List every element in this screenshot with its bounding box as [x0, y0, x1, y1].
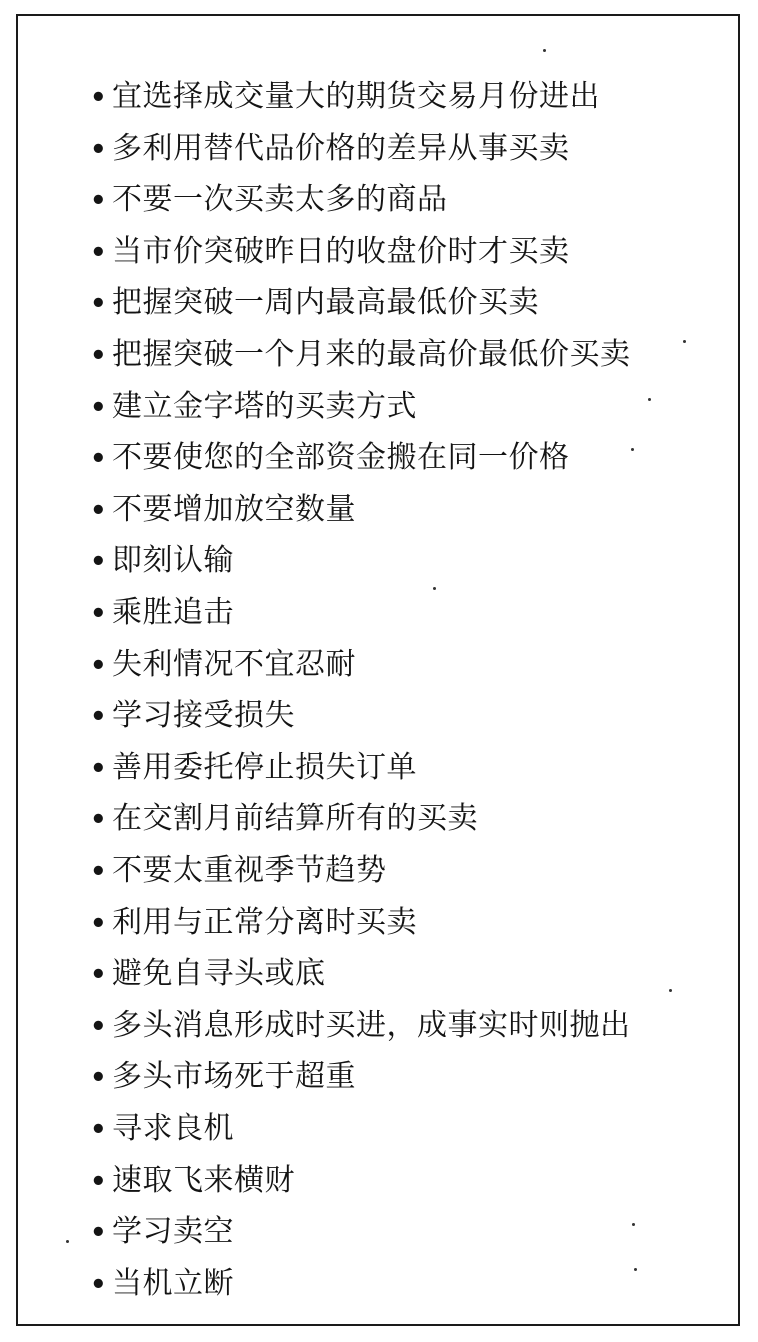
- rule-item: [90, 76, 600, 118]
- rule-item: [90, 644, 356, 686]
- rule-item: [90, 850, 387, 892]
- scan-speck: [631, 448, 634, 451]
- rule-text: 多头消息形成时买进，成事实时则抛出: [112, 1007, 631, 1043]
- rule-item: [90, 592, 234, 634]
- rule-item: [90, 1160, 295, 1202]
- rule-item: [90, 437, 570, 479]
- bullet-icon: •: [90, 1166, 108, 1197]
- bullet-icon: •: [90, 908, 108, 939]
- rule-text: 多头市场死于超重: [112, 1059, 356, 1095]
- bullet-icon: •: [90, 599, 108, 629]
- rule-text: 不要增加放空数量: [112, 491, 356, 527]
- bullet-icon: •: [90, 237, 108, 268]
- rule-text: 把握突破一个月来的最高价最低价买卖: [112, 337, 631, 372]
- bullet-icon: •: [90, 702, 108, 733]
- scan-speck: [632, 1223, 635, 1226]
- scan-speck: [433, 587, 436, 590]
- rule-item: [90, 489, 356, 531]
- scan-speck: [669, 989, 672, 992]
- rule-item: [90, 282, 539, 324]
- document-border: [16, 14, 740, 1326]
- rule-text: 失利情况不宜忍耐: [112, 646, 356, 682]
- scan-speck: [648, 398, 651, 401]
- bullet-icon: •: [90, 1269, 108, 1300]
- bullet-icon: •: [90, 547, 108, 578]
- bullet-icon: •: [90, 857, 108, 887]
- scan-speck: [683, 340, 686, 343]
- bullet-icon: •: [90, 960, 108, 991]
- rule-item: [90, 1005, 631, 1047]
- rule-text: 把握突破一周内最高最低价买卖: [112, 285, 539, 321]
- bullet-icon: •: [90, 186, 108, 217]
- rule-text: 当市价突破昨日的收盘价时才买卖: [112, 233, 570, 269]
- bullet-icon: •: [90, 1218, 108, 1249]
- rule-text: 善用委托停止损失订单: [112, 749, 417, 785]
- bullet-icon: •: [90, 134, 108, 165]
- rule-text: 避免自寻头或底: [112, 956, 326, 992]
- rule-item: [90, 540, 234, 582]
- rule-text: 在交割月前结算所有的买卖: [112, 801, 478, 837]
- rule-item: [90, 1211, 234, 1253]
- rule-item: [90, 695, 295, 737]
- rule-item: [90, 179, 448, 221]
- rule-item: [90, 128, 570, 170]
- rule-text: 即刻认输: [112, 543, 234, 579]
- rule-text: 学习接受损失: [112, 698, 295, 734]
- scan-speck: [66, 1240, 69, 1243]
- rule-text: 多利用替代品价格的差异从事买卖: [112, 130, 570, 166]
- rule-item: [90, 747, 417, 789]
- bullet-icon: •: [90, 650, 108, 681]
- rule-item: [90, 798, 478, 840]
- bullet-icon: •: [90, 1063, 108, 1094]
- bullet-icon: •: [90, 341, 108, 371]
- rule-text: 不要太重视季节趋势: [112, 853, 387, 888]
- rule-item: [90, 386, 417, 428]
- rule-item: [90, 902, 417, 944]
- scan-speck: [543, 49, 546, 52]
- scan-speck: [634, 1268, 637, 1271]
- rule-item: [90, 1056, 356, 1098]
- bullet-icon: •: [90, 444, 108, 475]
- rule-text: 寻求良机: [112, 1111, 234, 1146]
- rule-item: [90, 953, 326, 995]
- rule-text: 不要一次买卖太多的商品: [112, 182, 448, 218]
- rule-text: 不要使您的全部资金搬在同一价格: [112, 440, 570, 476]
- bullet-icon: •: [90, 1115, 108, 1145]
- rule-item: [90, 334, 631, 376]
- bullet-icon: •: [90, 83, 108, 113]
- bullet-icon: •: [90, 495, 108, 526]
- rule-text: 利用与正常分离时买卖: [112, 904, 417, 940]
- rule-text: 乘胜追击: [112, 595, 234, 630]
- rule-text: 当机立断: [112, 1265, 234, 1301]
- bullet-icon: •: [90, 1011, 108, 1042]
- rule-text: 建立金字塔的买卖方式: [112, 388, 417, 424]
- bullet-icon: •: [90, 753, 108, 784]
- rule-item: [90, 231, 570, 273]
- rule-text: 宜选择成交量大的期货交易月份进出: [112, 79, 600, 114]
- bullet-icon: •: [90, 392, 108, 423]
- rule-text: 速取飞来横财: [112, 1162, 295, 1198]
- rule-item: [90, 1263, 234, 1305]
- rule-item: [90, 1108, 234, 1150]
- bullet-icon: •: [90, 805, 108, 836]
- bullet-icon: •: [90, 289, 108, 320]
- rule-text: 学习卖空: [112, 1214, 234, 1250]
